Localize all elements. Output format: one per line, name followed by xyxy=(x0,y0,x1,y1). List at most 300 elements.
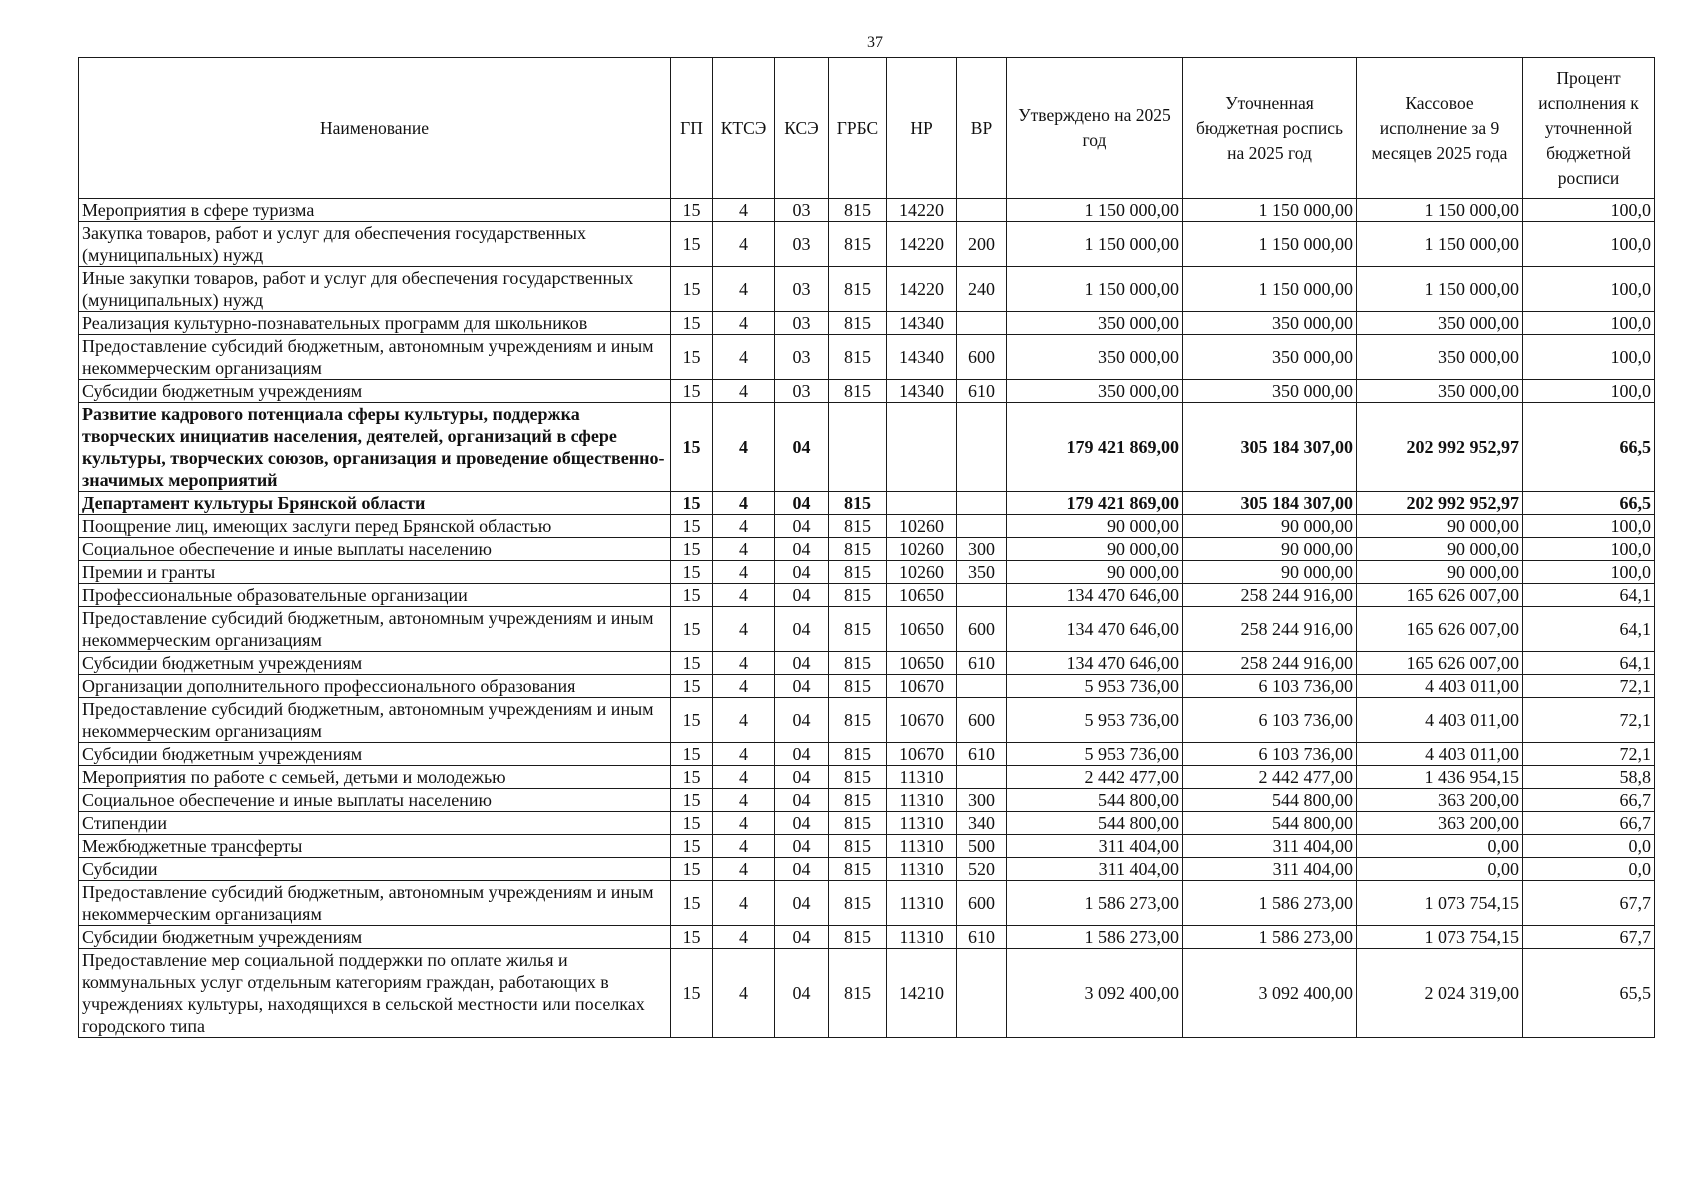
cell-vr: 600 xyxy=(957,335,1007,380)
cell-vr xyxy=(957,584,1007,607)
cell-approved: 5 953 736,00 xyxy=(1007,743,1183,766)
cell-gp: 15 xyxy=(671,492,713,515)
cell-np: 10670 xyxy=(887,698,957,743)
cell-vr: 520 xyxy=(957,858,1007,881)
cell-kse: 04 xyxy=(775,675,829,698)
budget-execution-table xyxy=(78,57,1655,1038)
cell-approved: 5 953 736,00 xyxy=(1007,675,1183,698)
cell-kse: 03 xyxy=(775,380,829,403)
table-row xyxy=(79,675,1655,698)
cell-kse: 04 xyxy=(775,881,829,926)
cell-refined: 350 000,00 xyxy=(1183,312,1357,335)
cell-ktse: 4 xyxy=(713,926,775,949)
cell-grbs: 815 xyxy=(829,380,887,403)
cell-ktse: 4 xyxy=(713,584,775,607)
cell-name: Департамент культуры Брянской области xyxy=(79,492,671,515)
cell-vr: 300 xyxy=(957,789,1007,812)
cell-refined: 311 404,00 xyxy=(1183,858,1357,881)
cell-np: 10670 xyxy=(887,675,957,698)
cell-kse: 03 xyxy=(775,312,829,335)
cell-vr: 200 xyxy=(957,222,1007,267)
cell-refined: 305 184 307,00 xyxy=(1183,492,1357,515)
cell-np xyxy=(887,492,957,515)
cell-grbs: 815 xyxy=(829,222,887,267)
table-row xyxy=(79,698,1655,743)
cell-percent: 72,1 xyxy=(1523,675,1655,698)
cell-gp: 15 xyxy=(671,561,713,584)
cell-cash: 350 000,00 xyxy=(1357,312,1523,335)
cell-name: Предоставление мер социальной поддержки по оплате жилья и коммунальных услуг отдельным категориям граждан, работающих в учреждениях культуры, находящихся в сельской местности или поселках городского типа xyxy=(79,949,671,1038)
cell-percent: 72,1 xyxy=(1523,698,1655,743)
cell-cash: 202 992 952,97 xyxy=(1357,403,1523,492)
cell-refined: 544 800,00 xyxy=(1183,789,1357,812)
cell-approved: 2 442 477,00 xyxy=(1007,766,1183,789)
cell-name: Мероприятия по работе с семьей, детьми и молодежью xyxy=(79,766,671,789)
cell-grbs: 815 xyxy=(829,926,887,949)
cell-np: 10670 xyxy=(887,743,957,766)
cell-vr xyxy=(957,675,1007,698)
cell-kse: 04 xyxy=(775,584,829,607)
cell-approved: 350 000,00 xyxy=(1007,380,1183,403)
cell-vr: 340 xyxy=(957,812,1007,835)
cell-cash: 1 073 754,15 xyxy=(1357,881,1523,926)
cell-name: Реализация культурно-познавательных программ для школьников xyxy=(79,312,671,335)
table-row xyxy=(79,561,1655,584)
cell-gp: 15 xyxy=(671,698,713,743)
cell-approved: 1 150 000,00 xyxy=(1007,222,1183,267)
cell-gp: 15 xyxy=(671,380,713,403)
cell-grbs: 815 xyxy=(829,584,887,607)
cell-gp: 15 xyxy=(671,881,713,926)
cell-kse: 04 xyxy=(775,607,829,652)
cell-cash: 1 150 000,00 xyxy=(1357,267,1523,312)
cell-name: Стипендии xyxy=(79,812,671,835)
cell-kse: 03 xyxy=(775,222,829,267)
cell-ktse: 4 xyxy=(713,949,775,1038)
cell-kse: 04 xyxy=(775,949,829,1038)
cell-name: Субсидии бюджетным учреждениям xyxy=(79,926,671,949)
cell-approved: 179 421 869,00 xyxy=(1007,492,1183,515)
cell-refined: 1 150 000,00 xyxy=(1183,199,1357,222)
table-row xyxy=(79,267,1655,312)
cell-np: 14340 xyxy=(887,380,957,403)
cell-cash: 0,00 xyxy=(1357,858,1523,881)
cell-refined: 6 103 736,00 xyxy=(1183,675,1357,698)
cell-approved: 5 953 736,00 xyxy=(1007,698,1183,743)
cell-grbs: 815 xyxy=(829,698,887,743)
cell-refined: 311 404,00 xyxy=(1183,835,1357,858)
cell-grbs: 815 xyxy=(829,267,887,312)
cell-kse: 03 xyxy=(775,267,829,312)
cell-ktse: 4 xyxy=(713,675,775,698)
cell-gp: 15 xyxy=(671,538,713,561)
cell-gp: 15 xyxy=(671,926,713,949)
cell-np: 14340 xyxy=(887,312,957,335)
cell-cash: 2 024 319,00 xyxy=(1357,949,1523,1038)
cell-name: Субсидии бюджетным учреждениям xyxy=(79,743,671,766)
table-row xyxy=(79,949,1655,1038)
cell-percent: 64,1 xyxy=(1523,607,1655,652)
cell-gp: 15 xyxy=(671,199,713,222)
cell-vr xyxy=(957,949,1007,1038)
cell-percent: 66,7 xyxy=(1523,812,1655,835)
header-kse: КСЭ xyxy=(775,58,829,199)
cell-grbs: 815 xyxy=(829,743,887,766)
header-approved: Утверждено на 2025 год xyxy=(1007,58,1183,199)
cell-vr: 240 xyxy=(957,267,1007,312)
cell-cash: 1 150 000,00 xyxy=(1357,199,1523,222)
cell-name: Субсидии xyxy=(79,858,671,881)
cell-ktse: 4 xyxy=(713,515,775,538)
table-row xyxy=(79,789,1655,812)
cell-approved: 3 092 400,00 xyxy=(1007,949,1183,1038)
cell-cash: 363 200,00 xyxy=(1357,789,1523,812)
cell-grbs: 815 xyxy=(829,538,887,561)
table-row xyxy=(79,766,1655,789)
cell-ktse: 4 xyxy=(713,607,775,652)
cell-name: Мероприятия в сфере туризма xyxy=(79,199,671,222)
table-row xyxy=(79,538,1655,561)
cell-grbs xyxy=(829,403,887,492)
cell-np: 11310 xyxy=(887,858,957,881)
cell-grbs: 815 xyxy=(829,199,887,222)
cell-refined: 258 244 916,00 xyxy=(1183,584,1357,607)
cell-grbs: 815 xyxy=(829,949,887,1038)
cell-gp: 15 xyxy=(671,743,713,766)
header-cash: Кассовое исполнение за 9 месяцев 2025 года xyxy=(1357,58,1523,199)
table-row xyxy=(79,812,1655,835)
cell-name: Предоставление субсидий бюджетным, автономным учреждениям и иным некоммерческим организациям xyxy=(79,698,671,743)
cell-np: 14220 xyxy=(887,199,957,222)
cell-refined: 1 586 273,00 xyxy=(1183,881,1357,926)
cell-grbs: 815 xyxy=(829,675,887,698)
cell-refined: 90 000,00 xyxy=(1183,538,1357,561)
cell-vr: 600 xyxy=(957,698,1007,743)
cell-vr xyxy=(957,766,1007,789)
cell-ktse: 4 xyxy=(713,766,775,789)
cell-grbs: 815 xyxy=(829,789,887,812)
cell-gp: 15 xyxy=(671,789,713,812)
cell-kse: 04 xyxy=(775,789,829,812)
cell-gp: 15 xyxy=(671,835,713,858)
cell-approved: 1 150 000,00 xyxy=(1007,199,1183,222)
table-row xyxy=(79,380,1655,403)
table-row xyxy=(79,492,1655,515)
cell-grbs: 815 xyxy=(829,766,887,789)
cell-approved: 1 586 273,00 xyxy=(1007,881,1183,926)
cell-grbs: 815 xyxy=(829,492,887,515)
cell-ktse: 4 xyxy=(713,561,775,584)
cell-cash: 4 403 011,00 xyxy=(1357,698,1523,743)
cell-name: Социальное обеспечение и иные выплаты населению xyxy=(79,538,671,561)
cell-percent: 67,7 xyxy=(1523,881,1655,926)
cell-name: Развитие кадрового потенциала сферы культуры, поддержка творческих инициатив населения, деятелей, организаций в сфере культуры, творческих союзов, организация и проведение общественно-значимых мероприятий xyxy=(79,403,671,492)
cell-name: Межбюджетные трансферты xyxy=(79,835,671,858)
cell-percent: 100,0 xyxy=(1523,312,1655,335)
cell-np: 11310 xyxy=(887,926,957,949)
cell-np: 11310 xyxy=(887,881,957,926)
cell-refined: 350 000,00 xyxy=(1183,380,1357,403)
cell-ktse: 4 xyxy=(713,698,775,743)
cell-percent: 65,5 xyxy=(1523,949,1655,1038)
header-vr: ВР xyxy=(957,58,1007,199)
cell-ktse: 4 xyxy=(713,335,775,380)
cell-vr: 300 xyxy=(957,538,1007,561)
cell-refined: 350 000,00 xyxy=(1183,335,1357,380)
cell-grbs: 815 xyxy=(829,335,887,380)
cell-vr: 600 xyxy=(957,607,1007,652)
table-row xyxy=(79,743,1655,766)
cell-percent: 0,0 xyxy=(1523,858,1655,881)
cell-name: Иные закупки товаров, работ и услуг для обеспечения государственных (муниципальных) нужд xyxy=(79,267,671,312)
cell-refined: 544 800,00 xyxy=(1183,812,1357,835)
cell-cash: 90 000,00 xyxy=(1357,515,1523,538)
cell-percent: 66,7 xyxy=(1523,789,1655,812)
cell-approved: 90 000,00 xyxy=(1007,561,1183,584)
cell-approved: 311 404,00 xyxy=(1007,858,1183,881)
cell-ktse: 4 xyxy=(713,492,775,515)
header-name: Наименование xyxy=(79,58,671,199)
cell-np: 11310 xyxy=(887,835,957,858)
cell-name: Премии и гранты xyxy=(79,561,671,584)
cell-np xyxy=(887,403,957,492)
header-refined: Уточненная бюджетная роспись на 2025 год xyxy=(1183,58,1357,199)
cell-name: Субсидии бюджетным учреждениям xyxy=(79,652,671,675)
cell-vr xyxy=(957,199,1007,222)
cell-ktse: 4 xyxy=(713,199,775,222)
cell-ktse: 4 xyxy=(713,881,775,926)
cell-gp: 15 xyxy=(671,858,713,881)
cell-ktse: 4 xyxy=(713,835,775,858)
cell-ktse: 4 xyxy=(713,858,775,881)
cell-kse: 04 xyxy=(775,812,829,835)
cell-grbs: 815 xyxy=(829,561,887,584)
cell-vr: 600 xyxy=(957,881,1007,926)
cell-refined: 2 442 477,00 xyxy=(1183,766,1357,789)
cell-percent: 58,8 xyxy=(1523,766,1655,789)
cell-gp: 15 xyxy=(671,584,713,607)
cell-refined: 258 244 916,00 xyxy=(1183,652,1357,675)
cell-ktse: 4 xyxy=(713,743,775,766)
table-row xyxy=(79,584,1655,607)
cell-refined: 258 244 916,00 xyxy=(1183,607,1357,652)
cell-gp: 15 xyxy=(671,312,713,335)
cell-ktse: 4 xyxy=(713,789,775,812)
cell-np: 14220 xyxy=(887,222,957,267)
cell-ktse: 4 xyxy=(713,380,775,403)
cell-ktse: 4 xyxy=(713,652,775,675)
cell-percent: 64,1 xyxy=(1523,652,1655,675)
cell-approved: 134 470 646,00 xyxy=(1007,607,1183,652)
cell-percent: 100,0 xyxy=(1523,380,1655,403)
cell-kse: 04 xyxy=(775,515,829,538)
cell-approved: 90 000,00 xyxy=(1007,538,1183,561)
cell-percent: 100,0 xyxy=(1523,267,1655,312)
cell-vr: 610 xyxy=(957,926,1007,949)
cell-gp: 15 xyxy=(671,222,713,267)
cell-refined: 90 000,00 xyxy=(1183,515,1357,538)
cell-kse: 03 xyxy=(775,335,829,380)
cell-name: Профессиональные образовательные организации xyxy=(79,584,671,607)
cell-cash: 350 000,00 xyxy=(1357,335,1523,380)
cell-np: 11310 xyxy=(887,789,957,812)
cell-cash: 90 000,00 xyxy=(1357,561,1523,584)
cell-vr xyxy=(957,492,1007,515)
header-grbs: ГРБС xyxy=(829,58,887,199)
cell-np: 10260 xyxy=(887,515,957,538)
cell-percent: 100,0 xyxy=(1523,222,1655,267)
cell-cash: 1 436 954,15 xyxy=(1357,766,1523,789)
cell-percent: 66,5 xyxy=(1523,403,1655,492)
cell-np: 10260 xyxy=(887,561,957,584)
header-ktse: КТСЭ xyxy=(713,58,775,199)
cell-cash: 202 992 952,97 xyxy=(1357,492,1523,515)
cell-approved: 134 470 646,00 xyxy=(1007,652,1183,675)
cell-np: 10650 xyxy=(887,584,957,607)
table-row xyxy=(79,403,1655,492)
cell-kse: 03 xyxy=(775,199,829,222)
cell-gp: 15 xyxy=(671,766,713,789)
cell-approved: 544 800,00 xyxy=(1007,812,1183,835)
cell-gp: 15 xyxy=(671,403,713,492)
cell-percent: 100,0 xyxy=(1523,335,1655,380)
cell-approved: 544 800,00 xyxy=(1007,789,1183,812)
cell-approved: 134 470 646,00 xyxy=(1007,584,1183,607)
table-row xyxy=(79,335,1655,380)
header-np: НР xyxy=(887,58,957,199)
cell-np: 14220 xyxy=(887,267,957,312)
cell-grbs: 815 xyxy=(829,652,887,675)
header-percent: Процент исполнения к уточненной бюджетной росписи xyxy=(1523,58,1655,199)
table-row xyxy=(79,199,1655,222)
cell-name: Поощрение лиц, имеющих заслуги перед Брянской областью xyxy=(79,515,671,538)
cell-cash: 165 626 007,00 xyxy=(1357,652,1523,675)
cell-percent: 100,0 xyxy=(1523,538,1655,561)
cell-grbs: 815 xyxy=(829,515,887,538)
table-row xyxy=(79,222,1655,267)
cell-refined: 1 150 000,00 xyxy=(1183,267,1357,312)
cell-refined: 6 103 736,00 xyxy=(1183,743,1357,766)
cell-kse: 04 xyxy=(775,538,829,561)
cell-approved: 350 000,00 xyxy=(1007,335,1183,380)
table-row xyxy=(79,607,1655,652)
cell-kse: 04 xyxy=(775,403,829,492)
cell-cash: 363 200,00 xyxy=(1357,812,1523,835)
cell-ktse: 4 xyxy=(713,812,775,835)
cell-approved: 1 586 273,00 xyxy=(1007,926,1183,949)
cell-name: Организации дополнительного профессионального образования xyxy=(79,675,671,698)
cell-cash: 0,00 xyxy=(1357,835,1523,858)
table-row xyxy=(79,652,1655,675)
cell-ktse: 4 xyxy=(713,538,775,561)
cell-percent: 64,1 xyxy=(1523,584,1655,607)
cell-np: 10650 xyxy=(887,607,957,652)
cell-approved: 90 000,00 xyxy=(1007,515,1183,538)
cell-kse: 04 xyxy=(775,561,829,584)
cell-percent: 67,7 xyxy=(1523,926,1655,949)
cell-refined: 90 000,00 xyxy=(1183,561,1357,584)
cell-gp: 15 xyxy=(671,675,713,698)
cell-cash: 1 150 000,00 xyxy=(1357,222,1523,267)
cell-cash: 165 626 007,00 xyxy=(1357,607,1523,652)
cell-np: 14340 xyxy=(887,335,957,380)
cell-cash: 165 626 007,00 xyxy=(1357,584,1523,607)
cell-kse: 04 xyxy=(775,766,829,789)
table-header-row xyxy=(79,58,1655,199)
cell-np: 10260 xyxy=(887,538,957,561)
table-row xyxy=(79,926,1655,949)
table-row xyxy=(79,515,1655,538)
cell-gp: 15 xyxy=(671,652,713,675)
cell-gp: 15 xyxy=(671,515,713,538)
cell-grbs: 815 xyxy=(829,607,887,652)
cell-ktse: 4 xyxy=(713,312,775,335)
cell-kse: 04 xyxy=(775,926,829,949)
cell-grbs: 815 xyxy=(829,881,887,926)
cell-name: Предоставление субсидий бюджетным, автономным учреждениям и иным некоммерческим организациям xyxy=(79,335,671,380)
cell-percent: 100,0 xyxy=(1523,199,1655,222)
cell-np: 11310 xyxy=(887,812,957,835)
cell-vr xyxy=(957,515,1007,538)
cell-ktse: 4 xyxy=(713,222,775,267)
cell-np: 14210 xyxy=(887,949,957,1038)
cell-kse: 04 xyxy=(775,858,829,881)
cell-kse: 04 xyxy=(775,492,829,515)
cell-name: Субсидии бюджетным учреждениям xyxy=(79,380,671,403)
cell-percent: 100,0 xyxy=(1523,515,1655,538)
cell-grbs: 815 xyxy=(829,858,887,881)
cell-approved: 311 404,00 xyxy=(1007,835,1183,858)
cell-kse: 04 xyxy=(775,698,829,743)
cell-grbs: 815 xyxy=(829,835,887,858)
cell-name: Предоставление субсидий бюджетным, автономным учреждениям и иным некоммерческим организациям xyxy=(79,881,671,926)
cell-ktse: 4 xyxy=(713,403,775,492)
cell-vr xyxy=(957,403,1007,492)
page-number: 37 xyxy=(867,34,883,51)
cell-vr: 610 xyxy=(957,743,1007,766)
cell-refined: 305 184 307,00 xyxy=(1183,403,1357,492)
cell-grbs: 815 xyxy=(829,812,887,835)
cell-refined: 6 103 736,00 xyxy=(1183,698,1357,743)
cell-name: Закупка товаров, работ и услуг для обеспечения государственных (муниципальных) нужд xyxy=(79,222,671,267)
cell-vr: 610 xyxy=(957,380,1007,403)
cell-percent: 72,1 xyxy=(1523,743,1655,766)
cell-approved: 179 421 869,00 xyxy=(1007,403,1183,492)
cell-name: Предоставление субсидий бюджетным, автономным учреждениям и иным некоммерческим организациям xyxy=(79,607,671,652)
cell-np: 11310 xyxy=(887,766,957,789)
cell-cash: 350 000,00 xyxy=(1357,380,1523,403)
cell-gp: 15 xyxy=(671,267,713,312)
cell-gp: 15 xyxy=(671,335,713,380)
table-row xyxy=(79,881,1655,926)
cell-name: Социальное обеспечение и иные выплаты населению xyxy=(79,789,671,812)
cell-approved: 350 000,00 xyxy=(1007,312,1183,335)
cell-percent: 100,0 xyxy=(1523,561,1655,584)
table-row xyxy=(79,858,1655,881)
cell-vr xyxy=(957,312,1007,335)
cell-np: 10650 xyxy=(887,652,957,675)
cell-percent: 66,5 xyxy=(1523,492,1655,515)
header-gp: ГП xyxy=(671,58,713,199)
cell-kse: 04 xyxy=(775,835,829,858)
cell-percent: 0,0 xyxy=(1523,835,1655,858)
cell-cash: 4 403 011,00 xyxy=(1357,675,1523,698)
cell-gp: 15 xyxy=(671,607,713,652)
cell-refined: 1 150 000,00 xyxy=(1183,222,1357,267)
cell-approved: 1 150 000,00 xyxy=(1007,267,1183,312)
table-body xyxy=(79,199,1655,1038)
cell-gp: 15 xyxy=(671,949,713,1038)
